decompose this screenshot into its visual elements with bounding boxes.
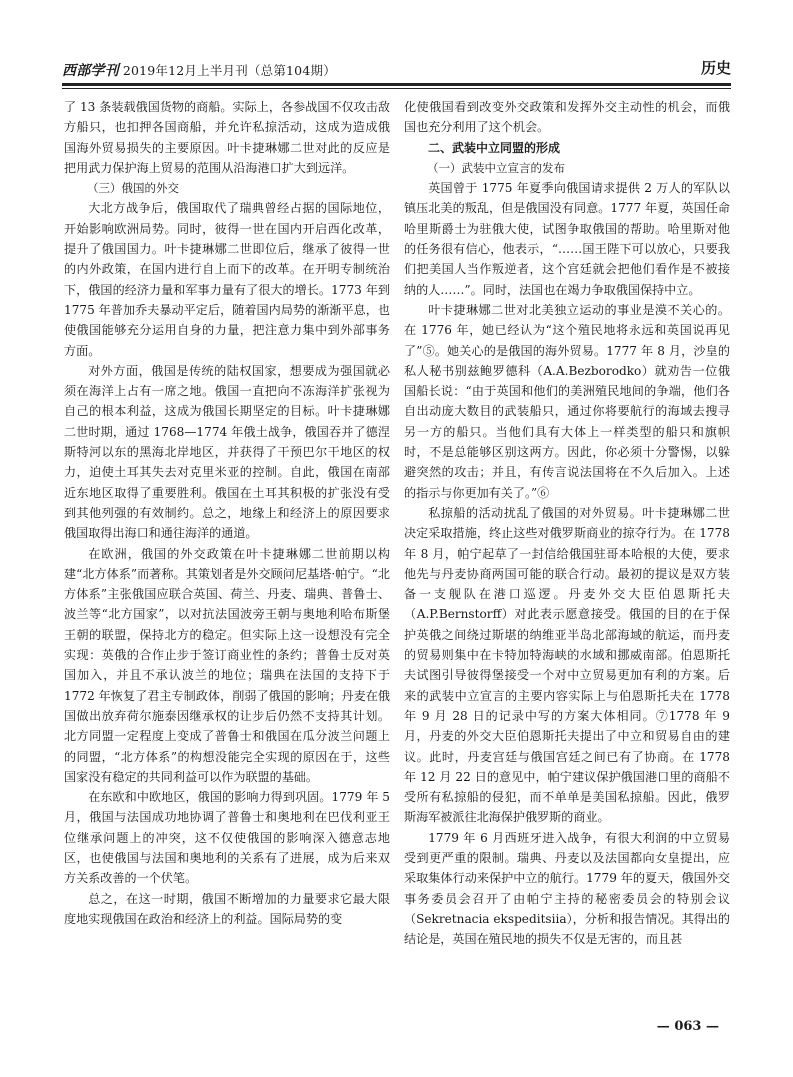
section-heading: 二、武装中立同盟的形成	[428, 140, 561, 155]
header-rule-thick	[62, 83, 731, 86]
paragraph: 在东欧和中欧地区，俄国的影响力得到巩固。1779 年 5 月，俄国与法国成功地协调了普鲁士和奥地利在巴伐利亚王位继承问题上的冲突，这不仅使俄国的影响深入德意志地区，也使俄国与法国和奥地利的关系有了进展，成为后来双方关系改善的一个伏笔。	[64, 790, 390, 886]
paragraph: 叶卡捷琳娜二世对北美独立运动的事业是漠不关心的。在 1776 年，她已经认为“这个殖民地将永远和英国说再见了”⑤。她关心的是俄国的海外贸易。1777 年 8 月，沙皇的私人秘书别兹鲍罗德科（A.A.Bezborodko）就劝告一位俄国船长说：“由于英国和他们的美洲殖民地间的争端，他们各自出动庞大数目的武装船只，通过你将要航行的海域去搜寻另一方的船只。当他们具有大体上一样类型的船只和旗帜时，不是总能够区别这两方。因此，你必须十分警惕，以躲避突然的攻击；并且，有传言说法国将在不久后加入。上述的指示与你更加有关了。”⑥	[404, 302, 730, 500]
journal-info	[62, 60, 336, 80]
issue-label: 2019年12月上半月刊（总第104期）	[122, 63, 336, 78]
journal-logo: 西部学刊	[62, 63, 119, 79]
paragraph-continued: 化使俄国看到改变外交政策和发挥外交主动性的机会，而俄国也充分利用了这个机会。	[404, 100, 730, 135]
running-header	[62, 56, 731, 82]
right-column	[404, 97, 730, 949]
paragraph: 总之，在这一时期，俄国不断增加的力量要求它最大限度地实现俄国在政治和经济上的利益。国际局势的变	[64, 891, 390, 926]
subsection-heading: （三）俄国的外交	[87, 181, 179, 196]
paragraph: 在欧洲，俄国的外交政策在叶卡捷琳娜二世前期以构建“北方体系”而著称。其策划者是外交顾问尼基塔·帕宁。“北方体系”主张俄国应联合英国、荷兰、丹麦、瑞典、普鲁士、波兰等“北方国家”，以对抗法国波旁王朝与奥地利哈布斯堡王朝的联盟，保持北方的稳定。但实际上这一设想没有完全实现：英俄的合作止步于签订商业性的条约；普鲁士反对英国加入，并且不承认波兰的地位；瑞典在法国的支持下于 1772 年恢复了君主专制政体，削弱了俄国的影响；丹麦在俄国做出放弃荷尔施泰因继承权的让步后仍然不支持其计划。北方同盟一定程度上变成了普鲁士和俄国在瓜分波兰问题上的同盟，“北方体系”的构想没能完全实现的原因在于，这些国家没有稳定的共同利益可以作为联盟的基础。	[64, 546, 390, 784]
paragraph: 大北方战争后，俄国取代了瑞典曾经占据的国际地位，开始影响欧洲局势。同时，彼得一世在国内开启西化改革，提升了俄国国力。叶卡捷琳娜二世即位后，继承了彼得一世的内外政策，在国内进行自上而下的改革。在开明专制统治下，俄国的经济力量和军事力量有了很大的增长。1773 年到 1775 年普加乔夫暴动平定后，随着国内局势的渐渐平息，也使俄国能够充分运用自身的力量，把注意力集中到外部事务方面。	[64, 201, 390, 358]
left-column	[64, 97, 390, 929]
paragraph: 私掠船的活动扰乱了俄国的对外贸易。叶卡捷琳娜二世决定采取措施，终止这些对俄罗斯商业的掠夺行为。在 1778 年 8 月，帕宁起草了一封信给俄国驻哥本哈根的大使，要求他先与丹麦协商两国可能的联合行动。最初的提议是双方装备一支舰队在港口巡逻。丹麦外交大臣伯恩斯托夫（A.P.Bernstorff）对此表示愿意接受。俄国的目的在于保护英俄之间绕过斯堪的纳维亚半岛北部海域的航运，而丹麦的贸易则集中在卡特加特海峡的水域和挪威南部。伯恩斯托夫试图引导彼得堡接受一个对中立贸易更加有利的方案。后来的武装中立宣言的主要内容实际上与伯恩斯托夫在 1778 年 9 月 28 日的记录中写的方案大体相同。⑦1778 年 9 月，丹麦的外交大臣伯恩斯托夫提出了中立和贸易自由的建议。此时，丹麦宫廷与俄国宫廷之间已有了协商。在 1778 年 12 月 22 日的意见中，帕宁建议保护俄国港口里的商船不受所有私掠船的侵犯，而不单单是美国私掠船。因此，俄罗斯海军被派往北海保护俄罗斯的商业。	[404, 505, 730, 825]
subsection-heading: （一）武装中立宣言的发布	[427, 160, 565, 175]
section-name: 历史	[700, 59, 731, 77]
paragraph: 1779 年 6 月西班牙进入战争，有很大利润的中立贸易受到更严重的限制。瑞典、丹麦以及法国都向女皇提出，应采取集体行动来保护中立的航行。1779 年的夏天，俄国外交事务委员会召开了由帕宁主持的秘密委员会的特别会议（Sekretnacia ekspeditsiia），分析和报告情况。其得出的结论是，英国在殖民地的损失不仅是无害的，而且甚	[404, 830, 730, 947]
paragraph: 对外方面，俄国是传统的陆权国家，想要成为强国就必须在海洋上占有一席之地。俄国一直把向不冻海洋扩张视为自己的根本利益，这成为俄国长期坚定的目标。叶卡捷琳娜二世时期，通过 1768—1774 年俄土战争，俄国吞并了德涅斯特河以东的黑海北岸地区，并获得了干预巴尔干地区的权力，迫使土耳其失去对克里米亚的控制。自此，俄国在南部近东地区取得了重要胜利。俄国在土耳其积极的扩张没有受到其他列强的有效制约。总之，地缘上和经济上的原因要求俄国取得出海口和通往海洋的通道。	[64, 363, 390, 541]
page-number: — 063 —	[656, 1019, 719, 1034]
paragraph: 英国曾于 1775 年夏季向俄国请求提供 2 万人的军队以镇压北美的叛乱，但是俄国没有同意。1777 年夏，英国任命哈里斯爵士为驻俄大使，试图争取俄国的帮助。哈里斯对他的任务很有信心，他表示，“……国王陛下可以放心，只要我们把美国人当作叛逆者，这个宫廷就会把他们看作是不被接纳的人……”。同时，法国也在竭力争取俄国保持中立。	[404, 181, 730, 297]
paragraph-continued: 了 13 条装载俄国货物的商船。实际上，各参战国不仅攻击敌方船只，也扣押各国商船，并允许私掠活动，这成为造成俄国海外贸易损失的主要原因。叶卡捷琳娜二世对此的反应是把用武力保护海上贸易的范围从沿海港口扩大到远洋。	[64, 100, 390, 175]
header-rule-thin	[62, 88, 731, 89]
